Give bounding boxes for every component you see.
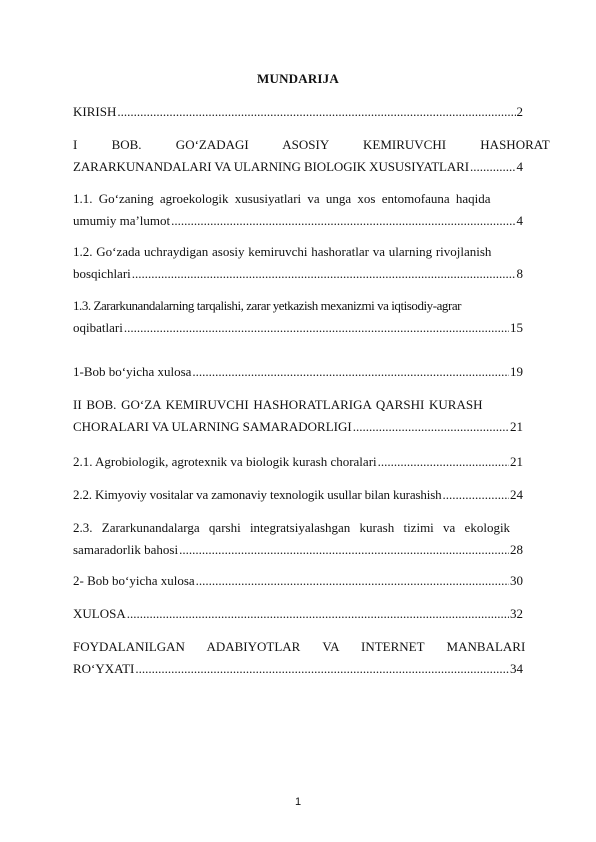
toc-line: [73, 396, 523, 413]
toc-entry-chapter-2[interactable]: [73, 396, 523, 435]
toc-page-number: 21: [510, 419, 523, 434]
toc-line: [73, 265, 523, 282]
toc-entry-text: 2.1. Agrobiologik, agrotexnik va biologik kurash choralari: [73, 454, 377, 469]
toc-entry-text: 1.3. Zararkunandalarning tarqalishi, zarar yetkazish mexanizmi va iqtisodiy-agrar: [73, 298, 462, 313]
toc-entry-text: KIRISH: [73, 104, 117, 119]
toc-line: [73, 605, 523, 622]
toc-entry-text: 1.2. Go‘zada uchraydigan asosiy kemiruvchi hashoratlar va ularning rivojlanish: [73, 244, 492, 259]
dot-leader: [124, 319, 509, 336]
dot-leader: [196, 572, 509, 589]
toc-page-number: 30: [510, 573, 523, 588]
toc-page-number: 8: [516, 266, 523, 281]
toc-line: [73, 418, 523, 435]
dot-leader: [132, 265, 516, 282]
toc-page-number: 32: [510, 606, 523, 621]
toc-entry-chapter-1-summary[interactable]: [73, 363, 523, 380]
dot-leader: [135, 660, 509, 677]
toc-line: [73, 158, 523, 175]
toc-line: [73, 486, 523, 503]
toc-line: [73, 519, 523, 536]
toc-entry-2-3[interactable]: [73, 519, 523, 558]
toc-entry-text: RO‘YXATI: [73, 661, 135, 676]
toc-entry-2-1[interactable]: [73, 453, 523, 470]
toc-entry-text: FOYDALANILGAN ADABIYOTLAR VA INTERNET MANBALARI: [73, 639, 526, 654]
toc-entry-text: umumiy ma’lumot: [73, 213, 171, 228]
toc-entry-text: oqibatlari: [73, 320, 123, 335]
toc-entry-text: 1.1. Go‘zaning agroekologik xususiyatlari va unga xos entomofauna haqida: [73, 191, 491, 206]
toc-page-number: 15: [510, 320, 523, 335]
toc-line: [73, 363, 523, 380]
toc-entry-text: 2.3. Zararkunandalarga qarshi integratsiyalashgan kurash tizimi va ekologik: [73, 520, 511, 535]
toc-line: [73, 212, 523, 229]
toc-page-number: 34: [510, 661, 523, 676]
toc-line: [73, 660, 523, 677]
toc-line: [73, 453, 523, 470]
toc-entry-text: bosqichlari: [73, 266, 131, 281]
toc-entry-references[interactable]: [73, 638, 526, 677]
toc-line: [73, 297, 523, 314]
toc-title: MUNDARIJA: [257, 71, 339, 86]
dot-leader: [353, 418, 509, 435]
toc-page-number: 24: [510, 487, 523, 502]
toc-entry-text: XULOSA: [73, 606, 126, 621]
toc-line: [73, 572, 523, 589]
toc-line: [73, 319, 523, 336]
toc-entry-chapter-1[interactable]: [73, 136, 550, 175]
dot-leader: [117, 103, 515, 120]
toc-entry-text: ZARARKUNANDALARI VA ULARNING BIOLOGIK XUSUSIYATLARI: [73, 159, 469, 174]
toc-entry-1-2[interactable]: [73, 243, 523, 282]
dot-leader: [171, 212, 515, 229]
toc-line: [73, 638, 526, 655]
toc-entry-chapter-2-summary[interactable]: [73, 572, 523, 589]
toc-entry-text: samaradorlik bahosi: [73, 542, 179, 557]
toc-page-number: 19: [510, 364, 523, 379]
toc-entry-text: II BOB. GO‘ZA KEMIRUVCHI HASHORATLARIGA QARSHI KURASH: [73, 397, 483, 412]
dot-leader: [378, 453, 509, 470]
dot-leader: [470, 158, 516, 175]
page-number: 1: [294, 796, 302, 808]
dot-leader: [179, 541, 509, 558]
toc-entry-text: 1-Bob bo‘yicha xulosa: [73, 364, 192, 379]
toc-line: [73, 103, 523, 120]
toc-line: [73, 190, 523, 207]
dot-leader: [127, 605, 509, 622]
dot-leader: [442, 486, 509, 503]
toc-entry-text: CHORALARI VA ULARNING SAMARADORLIGI: [73, 419, 352, 434]
toc-page-number: 4: [516, 159, 523, 174]
toc-entry-text: 2.2. Kimyoviy vositalar va zamonaviy texnologik usullar bilan kurashish: [73, 487, 442, 502]
toc-line: [73, 136, 550, 153]
toc-entry-kirish[interactable]: [73, 103, 523, 120]
toc-line: [73, 243, 523, 260]
dot-leader: [192, 363, 509, 380]
toc-entry-text: 2- Bob bo‘yicha xulosa: [73, 573, 195, 588]
toc-page-number: 2: [516, 104, 523, 119]
toc-entry-text: I BOB. GO‘ZADAGI ASOSIY KEMIRUVCHI HASHORAT: [73, 137, 550, 152]
toc-page-number: 21: [510, 454, 523, 469]
toc-entry-2-2[interactable]: [73, 486, 523, 503]
toc-page-number: 28: [510, 542, 523, 557]
toc-page-number: 4: [516, 213, 523, 228]
toc-line: [73, 541, 523, 558]
toc-entry-1-3[interactable]: [73, 297, 523, 336]
toc-entry-1-1[interactable]: [73, 190, 523, 229]
toc-entry-conclusion[interactable]: [73, 605, 523, 622]
